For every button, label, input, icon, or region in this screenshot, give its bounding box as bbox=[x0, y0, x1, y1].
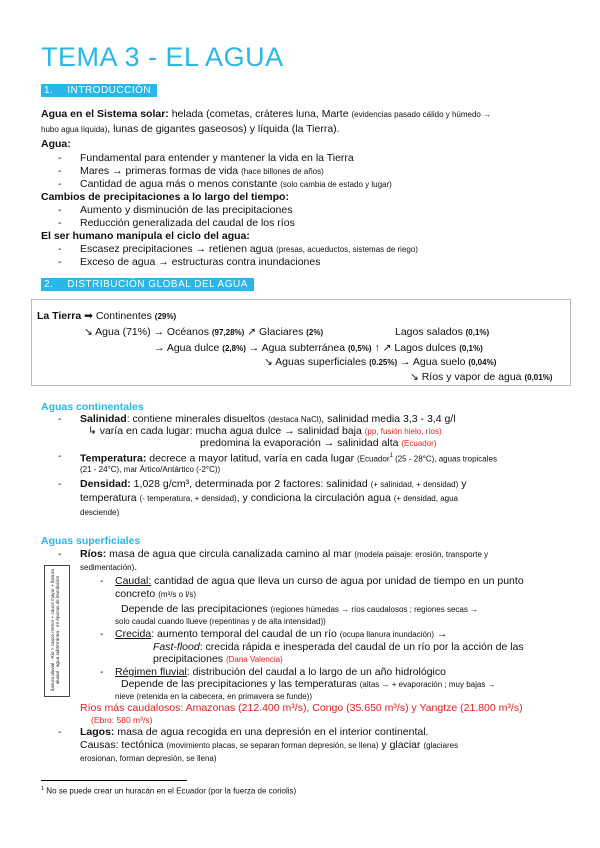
footnote-number: 1 bbox=[41, 786, 45, 792]
rios-line-2 bbox=[80, 561, 137, 574]
superficiales-heading: Aguas superficiales bbox=[41, 535, 141, 547]
tierra-label: La Tierra bbox=[37, 310, 82, 322]
flash-note: (Dana Valencia) bbox=[225, 655, 283, 664]
solar-text-2: , lunas de gigantes gaseosos) y líquida (la Tierra). bbox=[107, 123, 340, 135]
causas-note-3: erosionan, forman depresión, se llena) bbox=[80, 754, 217, 763]
ebro-line: (Ebro: 580 m³/s) bbox=[91, 715, 153, 725]
densidad-line-2 bbox=[80, 492, 458, 505]
flash-label: Fast-flood bbox=[153, 641, 200, 653]
regimen-line: - Régimen fluvial: distribución del caudal a lo largo de un año hidrológico bbox=[100, 666, 446, 678]
caudalosos-line: Ríos más caudalosos: Amazonas (212.400 m³/s), Congo (35.650 m³/s) y Yangtze (21.800 m³/s) bbox=[80, 702, 523, 714]
causas-line-2 bbox=[80, 752, 217, 765]
salinidad-text: : contiene minerales disueltos bbox=[126, 413, 268, 425]
rios-note: (modela paisaje: erosión, transporte y bbox=[354, 550, 489, 559]
temperatura-text: decrece a mayor latitud, varía en cada lugar bbox=[146, 452, 358, 465]
flash-line-2 bbox=[153, 653, 283, 666]
agua-item: - Cantidad de agua más o menos constante (solo cambia de estado y lugar) bbox=[58, 178, 392, 190]
superficiales-label: ↘ Aguas superficiales bbox=[264, 356, 370, 368]
agua-label: Agua: bbox=[41, 138, 71, 150]
causas-text: Causas: tectónica bbox=[80, 739, 167, 751]
agua-item: - Fundamental para entender y mantener la vida en la Tierra bbox=[58, 152, 354, 164]
varia-text: ↳ varía en cada lugar: mucha agua dulce → salinidad baja bbox=[88, 425, 365, 437]
section-heading-distribucion bbox=[41, 278, 254, 291]
agua-item: - Mares → primeras formas de vida (hace billones de años) bbox=[58, 165, 324, 177]
agua-item-note: (solo cambia de estado y lugar) bbox=[280, 180, 392, 189]
depende-line-2 bbox=[115, 615, 326, 628]
temperatura-line-2 bbox=[80, 463, 220, 476]
dist-row-tierra bbox=[37, 310, 176, 323]
superficiales-pct: (0.25%) bbox=[369, 358, 398, 367]
dist-row-rios bbox=[410, 371, 552, 384]
temperatura-note-2: (25 - 28°C), aguas tropicales bbox=[392, 454, 497, 464]
solar-note: (evidencias pasado cálido y húmedo → bbox=[351, 110, 492, 119]
varia-note: (pp, fusión hielo, ríos) bbox=[364, 427, 442, 436]
footnote-ref: 1 bbox=[389, 453, 393, 459]
lagos-salados-label: Lagos salados bbox=[395, 326, 466, 338]
causas-text-2: y glaciar bbox=[378, 739, 424, 751]
humano-label: El ser humano manipula el ciclo del agua: bbox=[41, 230, 250, 242]
continentes-pct: (29%) bbox=[154, 312, 177, 321]
rios-label: Ríos: bbox=[80, 548, 107, 560]
continentales-heading: Aguas continentales bbox=[41, 401, 144, 413]
causas-note: (movimiento placas, se separan forman depresión, se llena) bbox=[166, 741, 379, 750]
dulce-label: → Agua dulce bbox=[154, 342, 223, 354]
caudal-text-2: concreto bbox=[115, 588, 159, 600]
temperatura-label: Temperatura: bbox=[80, 452, 147, 465]
depende-note: (regiones húmedas → ríos caudalosos ; regiones secas → bbox=[270, 605, 479, 614]
regimen-note-2: nieve (retenida en la cabecera, en primavera se funde)) bbox=[115, 692, 312, 701]
arrow-up-icon: ↑ bbox=[371, 342, 383, 354]
causas-line bbox=[80, 739, 458, 752]
subterranea-label: → Agua subterránea bbox=[245, 342, 349, 354]
humano-item-text: Exceso de agua → estructuras contra inundaciones bbox=[80, 256, 321, 268]
densidad-line: - Densidad: 1,028 g/cm³, determinada por 2 factores: salinidad (+ salinidad, + densidad) y bbox=[58, 478, 467, 490]
subterranea-pct: (0,5%) bbox=[348, 344, 372, 353]
agua-label: ↘ Agua (71%) → Océanos bbox=[84, 326, 212, 338]
crecida-label: Crecida bbox=[115, 628, 152, 640]
section-number: 2. bbox=[44, 279, 54, 290]
cambios-item-text: Aumento y disminución de las precipitaciones bbox=[80, 204, 293, 216]
dist-row-superficiales bbox=[264, 356, 496, 369]
distribution-diagram bbox=[31, 299, 571, 386]
solar-label: Agua en el Sistema solar: bbox=[41, 108, 169, 120]
dulce-pct: (2,8%) bbox=[222, 344, 246, 353]
salinidad-line: - Salinidad: contiene minerales disueltos (destaca NaCl), salinidad media 3,3 - 3,4 g/l bbox=[58, 413, 456, 425]
suelo-pct: (0,04%) bbox=[468, 358, 497, 367]
densidad-label: Densidad: bbox=[80, 478, 131, 490]
continentes-label: Continentes bbox=[95, 310, 155, 322]
caudal-line: - Caudal: cantidad de agua que lleva un curso de agua por unidad de tiempo en un punto bbox=[100, 575, 524, 587]
causas-note-2: (glaciares bbox=[423, 741, 459, 750]
section-number: 1. bbox=[44, 85, 54, 96]
solar-note-2: hubo agua líquida) bbox=[41, 125, 108, 134]
page-title: TEMA 3 - EL AGUA bbox=[41, 42, 284, 72]
temperatura-note: (Ecuador bbox=[357, 454, 390, 464]
salinidad-label: Salinidad bbox=[80, 413, 127, 425]
depende-text: Depende de las precipitaciones bbox=[121, 603, 271, 615]
lagos-dulces-pct: (0,1%) bbox=[459, 344, 483, 353]
agua-item-note: (hace billones de años) bbox=[241, 167, 324, 176]
regimen-text: : distribución del caudal a lo largo de un año hidrológico bbox=[186, 666, 446, 678]
caudal-text: cantidad de agua que lleva un curso de agua por unidad de tiempo en un punto bbox=[151, 575, 524, 587]
intro-solar-line-2 bbox=[41, 123, 340, 136]
agua-item-text: Cantidad de agua más o menos constante bbox=[80, 178, 281, 190]
densidad-text-2: y bbox=[458, 478, 467, 490]
solar-text: helada (cometas, cráteres luna, Marte bbox=[168, 108, 352, 120]
caudal-line-2 bbox=[115, 588, 196, 601]
margin-note-box bbox=[44, 565, 70, 697]
cambios-item-text: Reducción generalizada del caudal de los ríos bbox=[80, 217, 295, 229]
cambios-label: Cambios de precipitaciones a lo largo del tiempo: bbox=[41, 191, 289, 203]
humano-item-text: Escasez precipitaciones → retienen agua bbox=[80, 243, 277, 255]
caudal-label: Caudal: bbox=[115, 575, 152, 587]
salinidad-note: (destaca NaCl) bbox=[267, 415, 322, 424]
crecida-text: : aumento temporal del caudal de un río bbox=[151, 628, 340, 640]
lagos-text: masa de agua recogida en una depresión en el interior continental. bbox=[114, 726, 429, 738]
section-label: DISTRIBUCIÓN GLOBAL DEL AGUA bbox=[67, 279, 248, 290]
dist-row-dulce bbox=[154, 342, 483, 355]
cambios-item: - Aumento y disminución de las precipitaciones bbox=[58, 204, 293, 216]
regimen-note: (altas → + evaporación ; muy bajas → bbox=[359, 680, 496, 689]
densidad-note: (+ salinidad, + densidad) bbox=[370, 480, 459, 489]
section-heading-introduccion bbox=[41, 84, 157, 97]
dist-row-agua bbox=[84, 326, 323, 339]
margin-note-text: llanura aluvial · Río > cauce menor + cauce mayor + llanura aluvial · agua subterránea · en épocas de inundación bbox=[50, 569, 60, 691]
humano-item-note: (presas, acueductos, sistemas de riego) bbox=[276, 245, 418, 254]
section-label: INTRODUCCIÓN bbox=[67, 85, 152, 96]
densidad-line-3 bbox=[80, 506, 119, 519]
flash-text-2: precipitaciones bbox=[153, 653, 226, 665]
agua-item-text: Fundamental para entender y mantener la vida en la Tierra bbox=[80, 152, 354, 164]
glaciares-pct: (2%) bbox=[306, 328, 324, 337]
agua-item-text: Mares → primeras formas de vida bbox=[80, 165, 242, 177]
intro-solar-line bbox=[41, 108, 491, 121]
rios-text: masa de agua que circula canalizada camino al mar bbox=[106, 548, 355, 560]
humano-item: - Exceso de agua → estructuras contra inundaciones bbox=[58, 256, 321, 268]
salinidad-predomina bbox=[200, 437, 437, 450]
lagos-line: - Lagos: masa de agua recogida en una depresión en el interior continental. bbox=[58, 726, 429, 738]
densidad-text-3: , y condiciona la circulación agua bbox=[236, 492, 394, 504]
arrow-right-icon: ➡ bbox=[84, 310, 93, 322]
salinidad-text-2: , salinidad media 3,3 - 3,4 g/l bbox=[321, 413, 456, 425]
densidad-note-3: (+ densidad, agua bbox=[393, 494, 458, 503]
temperatura-note-3: (21 - 24°C), mar Ártico/Antártico (-2°C)) bbox=[80, 465, 221, 474]
crecida-line: - Crecida: aumento temporal del caudal de un río (ocupa llanura inundación) → bbox=[100, 628, 448, 640]
rios-vapor-label: ↘ Ríos y vapor de agua bbox=[410, 371, 525, 383]
predomina-text: predomina la evaporación → salinidad alta bbox=[200, 437, 402, 449]
crecida-note: (ocupa llanura inundación) bbox=[339, 630, 435, 639]
flash-text: : crecida rápida e inesperada del caudal de un río por la acción de las bbox=[199, 641, 524, 653]
densidad-temp: temperatura bbox=[80, 492, 140, 504]
rios-line: - Ríos: masa de agua que circula canalizada camino al mar (modela paisaje: erosión, transporte y bbox=[58, 548, 489, 560]
rios-note-2: sedimentación) bbox=[80, 563, 135, 572]
cambios-item: - Reducción generalizada del caudal de los ríos bbox=[58, 217, 295, 229]
oceanos-pct: (97,28%) bbox=[211, 328, 245, 337]
glaciares-label: ↗ Glaciares bbox=[244, 326, 307, 338]
rios-note-end: . bbox=[134, 561, 138, 573]
crecida-arrow: → bbox=[434, 628, 448, 640]
dist-lagos-salados bbox=[395, 326, 489, 339]
densidad-text: 1,028 g/cm³, determinada por 2 factores: salinidad bbox=[130, 478, 371, 490]
regimen-text-2: Depende de las precipitaciones y las temperaturas bbox=[121, 678, 360, 690]
lagos-salados-pct: (0,1%) bbox=[465, 328, 490, 337]
footnote bbox=[41, 786, 296, 796]
temperatura-line: - Temperatura: decrece a mayor latitud, varía en cada lugar (Ecuador$^1$ (25 - 28°C), aguas tropicales bbox=[58, 450, 497, 465]
regimen-label: Régimen fluvial bbox=[115, 666, 187, 678]
densidad-note-4: desciende) bbox=[80, 508, 120, 517]
lagos-dulces-label: ↗ Lagos dulces bbox=[382, 342, 460, 354]
predomina-note: (Ecuador) bbox=[401, 439, 437, 448]
lagos-label: Lagos: bbox=[80, 726, 115, 738]
footnote-text: No se puede crear un huracán en el Ecuador (por la fuerza de coriolis) bbox=[44, 786, 297, 796]
densidad-note-2: (- temperatura, + densidad) bbox=[139, 494, 237, 503]
caudal-note: (m³/s o l/s) bbox=[158, 590, 196, 599]
footnote-divider bbox=[41, 780, 187, 781]
rios-vapor-pct: (0,01%) bbox=[524, 373, 553, 382]
humano-item: - Escasez precipitaciones → retienen agua (presas, acueductos, sistemas de riego) bbox=[58, 243, 418, 255]
depende-note-2: solo caudal cuando llueve (repentinas y de alta intensidad)) bbox=[115, 617, 326, 626]
suelo-label: → Agua suelo bbox=[397, 356, 469, 368]
